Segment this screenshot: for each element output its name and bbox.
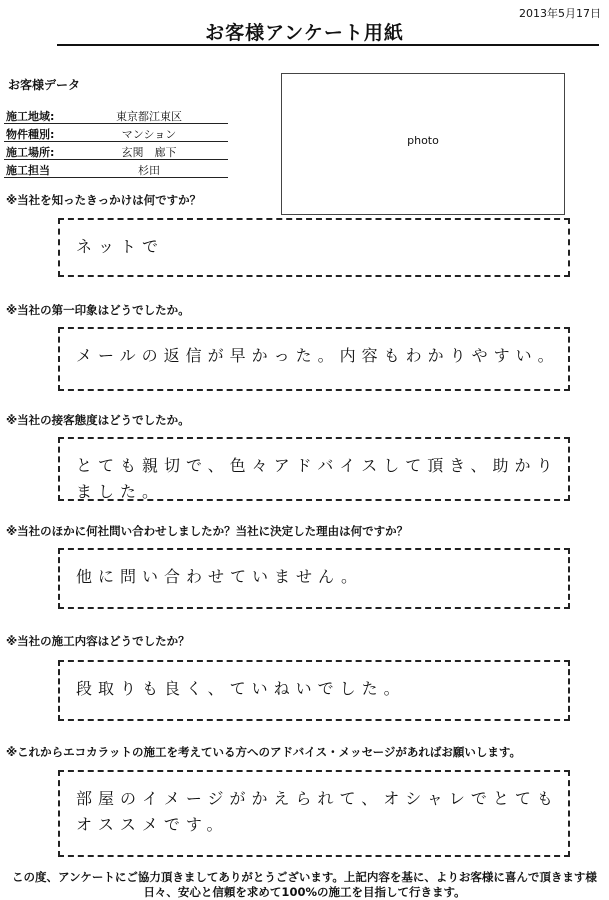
survey-date: 2013年5月17日 bbox=[519, 7, 601, 20]
answer-6: 部屋のイメージがかえられて、オシャレでとても オススメです。 bbox=[76, 789, 559, 834]
answer-box-3 bbox=[58, 437, 570, 501]
photo-placeholder bbox=[281, 73, 565, 215]
page-title: お客様アンケート用紙 bbox=[205, 22, 404, 44]
question-4: ※当社のほかに何社問い合わせしましたか？当社に決定した理由は何ですか？ bbox=[6, 524, 409, 538]
field-value: マンション bbox=[121, 128, 177, 141]
answer-3: とても親切で、色々アドバイスして頂き、助かりました。 bbox=[76, 456, 559, 501]
answer-4: 他に問い合わせていません。 bbox=[76, 567, 363, 586]
customer-data-heading: お客様データ bbox=[8, 78, 81, 92]
field-row-staff bbox=[4, 160, 228, 178]
question-1: ※当社を知ったきっかけは何ですか？ bbox=[6, 193, 202, 207]
field-label: 施工担当 bbox=[6, 164, 50, 177]
question-5: ※当社の施工内容はどうでしたか？ bbox=[6, 634, 190, 648]
answer-box-4 bbox=[58, 548, 570, 609]
question-2: ※当社の第一印象はどうでしたか。 bbox=[6, 303, 190, 317]
field-row-area bbox=[4, 106, 228, 124]
field-value: 玄関 廊下 bbox=[121, 146, 177, 159]
footer-line-2: 日々、安心と信頼を求めて100%の施工を目指して行きます。 bbox=[143, 885, 466, 899]
field-value: 東京都江東区 bbox=[116, 110, 182, 123]
answer-box-1 bbox=[58, 218, 570, 277]
answer-1: ネットで bbox=[76, 237, 165, 256]
photo-label: photo bbox=[407, 134, 439, 147]
question-3: ※当社の接客態度はどうでしたか。 bbox=[6, 413, 190, 427]
footer-line-1: この度、アンケートにご協力頂きましてありがとうございます。上記内容を基に、よりお客様に喜んで頂きます様 bbox=[12, 870, 597, 884]
field-row-property-type bbox=[4, 124, 228, 142]
answer-2: メールの返信が早かった。内容もわかりやすい。 bbox=[76, 346, 560, 365]
field-label: 施工場所: bbox=[6, 146, 55, 159]
footer-message bbox=[0, 870, 609, 900]
answer-box-6 bbox=[58, 770, 570, 857]
field-label: 物件種別: bbox=[6, 128, 55, 141]
question-6: ※これからエコカラットの施工を考えている方へのアドバイス・メッセージがあればお願いします。 bbox=[6, 745, 521, 759]
field-row-location bbox=[4, 142, 228, 160]
field-label: 施工地域: bbox=[6, 110, 55, 123]
answer-box-2 bbox=[58, 327, 570, 391]
answer-box-5 bbox=[58, 660, 570, 721]
field-value: 杉田 bbox=[138, 164, 160, 177]
title-divider bbox=[57, 44, 599, 46]
answer-5: 段取りも良く、ていねいでした。 bbox=[76, 679, 406, 698]
